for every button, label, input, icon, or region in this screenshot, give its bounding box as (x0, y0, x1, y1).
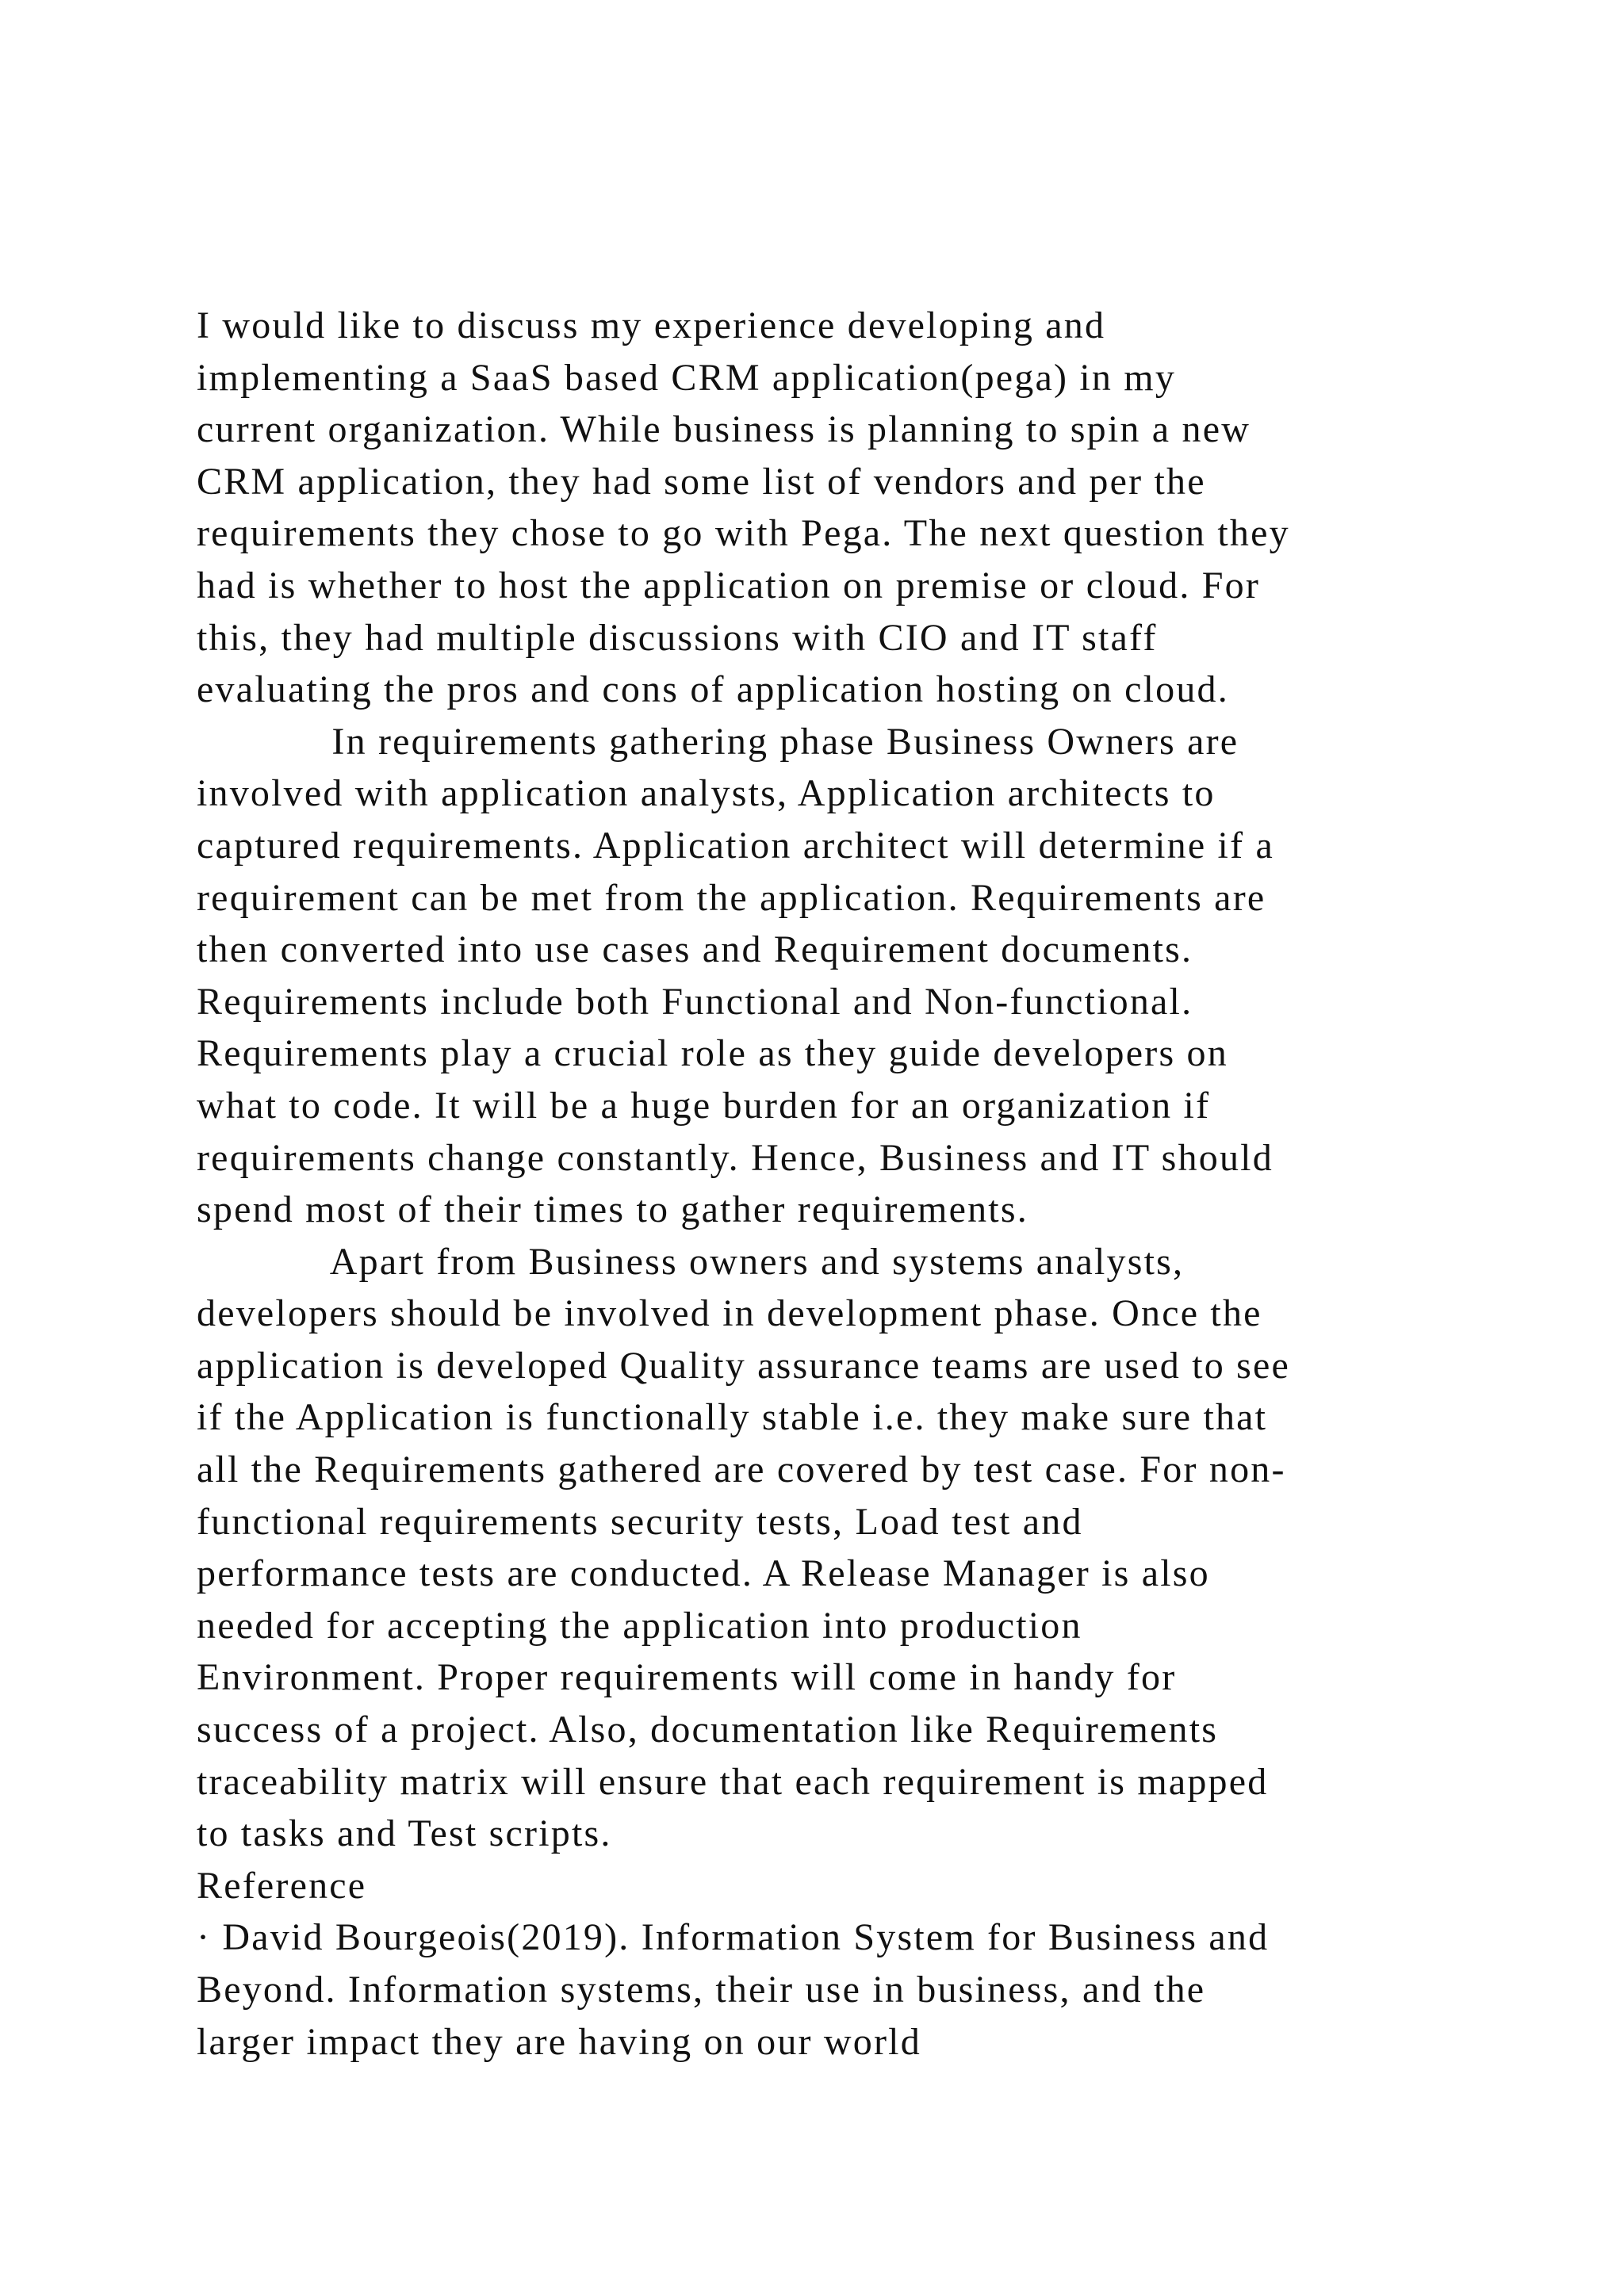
text-line: Environment. Proper requirements will come in handy for (197, 1656, 1177, 1699)
text-line: Requirements include both Functional and Non-functional. (197, 980, 1193, 1023)
reference-heading: Reference (197, 1864, 367, 1907)
text-line: performance tests are conducted. A Release Manager is also (197, 1552, 1210, 1595)
reference-item-continued: larger impact they are having on our world (197, 2020, 921, 2063)
text-line: all the Requirements gathered are covered by test case. For non- (197, 1448, 1286, 1491)
text-line: success of a project. Also, documentation like Requirements (197, 1709, 1219, 1751)
text-line: this, they had multiple discussions with CIO and IT staff (197, 616, 1158, 659)
text-line: what to code. It will be a huge burden for an organization if (197, 1084, 1211, 1127)
text-line: functional requirements security tests, Load test and (197, 1500, 1083, 1543)
text-line: application is developed Quality assurance teams are used to see (197, 1344, 1291, 1387)
text-line: Requirements play a crucial role as they guide developers on (197, 1032, 1228, 1075)
text-line: traceability matrix will ensure that each requirement is mapped (197, 1760, 1269, 1803)
text-line: needed for accepting the application into production (197, 1604, 1082, 1647)
text-line: I would like to discuss my experience developing and (197, 304, 1106, 346)
text-line: to tasks and Test scripts. (197, 1812, 612, 1855)
text-line: requirements they chose to go with Pega. The next question they (197, 512, 1290, 555)
text-line: implementing a SaaS based CRM application(pega) in my (197, 356, 1177, 399)
text-line: requirement can be met from the application. Requirements are (197, 876, 1266, 919)
text-line: CRM application, they had some list of vendors and per the (197, 460, 1206, 503)
text-line: involved with application analysts, Application architects to (197, 772, 1216, 815)
text-line: Apart from Business owners and systems analysts, (197, 1240, 1185, 1283)
document-body (197, 300, 1545, 2068)
text-line: had is whether to host the application on premise or cloud. For (197, 564, 1261, 607)
text-line: evaluating the pros and cons of application hosting on cloud. (197, 668, 1229, 711)
text-line: spend most of their times to gather requirements. (197, 1188, 1028, 1231)
text-line: current organization. While business is planning to spin a new (197, 408, 1251, 451)
text-line: requirements change constantly. Hence, Business and IT should (197, 1136, 1274, 1179)
text-line: captured requirements. Application architect will determine if a (197, 824, 1274, 867)
reference-item: · David Bourgeois(2019). Information System for Business and (197, 1916, 1270, 1959)
text-line: In requirements gathering phase Business Owners are (197, 720, 1239, 763)
reference-item-continued: Beyond. Information systems, their use in business, and the (197, 1969, 1206, 2011)
text-line: then converted into use cases and Requirement documents. (197, 928, 1193, 971)
text-line: developers should be involved in development phase. Once the (197, 1292, 1262, 1335)
text-line: if the Application is functionally stable i.e. they make sure that (197, 1396, 1268, 1439)
